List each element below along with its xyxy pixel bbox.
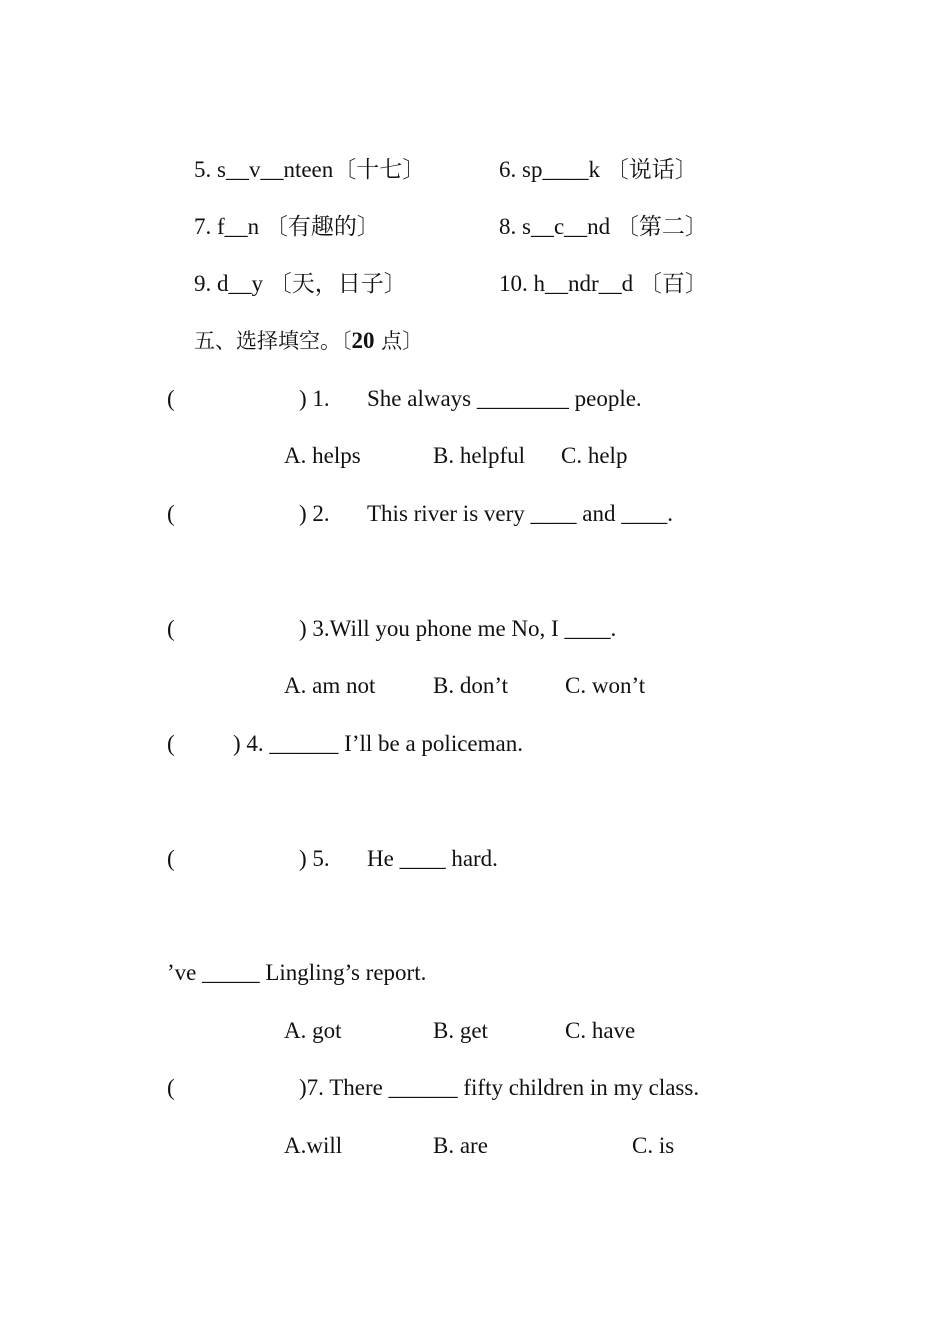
q6-option-a: A. got [284, 1018, 342, 1043]
q1-text: She always ________ people. [367, 386, 642, 411]
q4-text: ) 4. ______ I’ll be a policeman. [233, 731, 523, 756]
section-title-suffix: 点〕 [374, 329, 424, 353]
q5-number: ) 5. [299, 846, 330, 871]
word-item-7: 7. f__n 〔有趣的〕 [194, 214, 380, 239]
q2-open-paren: ( [167, 501, 175, 526]
q2-text: This river is very ____ and ____. [367, 501, 673, 526]
word-item-10: 10. h__ndr__d 〔百〕 [499, 271, 708, 296]
q4-open-paren: ( [167, 731, 175, 756]
q6-text-fragment: ’ve _____ Lingling’s report. [167, 960, 427, 985]
section-title [194, 327, 423, 355]
section-title-prefix: 五、选择填空。〔 [194, 329, 352, 353]
section-title-points: 20 [351, 328, 375, 353]
q3-option-a: A. am not [284, 673, 376, 698]
q3-open-paren: ( [167, 616, 175, 641]
q7-text: )7. There ______ fifty children in my class. [299, 1075, 700, 1100]
q1-option-c: C. help [561, 443, 628, 468]
q3-text: ) 3.Will you phone me No, I ____. [299, 616, 617, 641]
q7-open-paren: ( [167, 1075, 175, 1100]
q1-option-a: A. helps [284, 443, 361, 468]
q6-option-b: B. get [433, 1018, 488, 1043]
q3-option-b: B. don’t [433, 673, 508, 698]
word-item-9: 9. d__y 〔天，日子〕 [194, 271, 407, 296]
word-item-6: 6. sp____k 〔说话〕 [499, 157, 698, 182]
q1-number: ) 1. [299, 386, 330, 411]
q7-option-a: A.will [284, 1133, 343, 1158]
word-item-8: 8. s__c__nd 〔第二〕 [499, 214, 708, 239]
q5-text: He ____ hard. [367, 846, 498, 871]
q2-number: ) 2. [299, 501, 330, 526]
q6-option-c: C. have [565, 1018, 636, 1043]
word-item-5: 5. s__v__nteen〔十七〕 [194, 157, 426, 182]
q1-option-b: B. helpful [433, 443, 525, 468]
q3-option-c: C. won’t [565, 673, 646, 698]
q7-option-c: C. is [632, 1133, 675, 1158]
q5-open-paren: ( [167, 846, 175, 871]
q1-open-paren: ( [167, 386, 175, 411]
q7-option-b: B. are [433, 1133, 488, 1158]
